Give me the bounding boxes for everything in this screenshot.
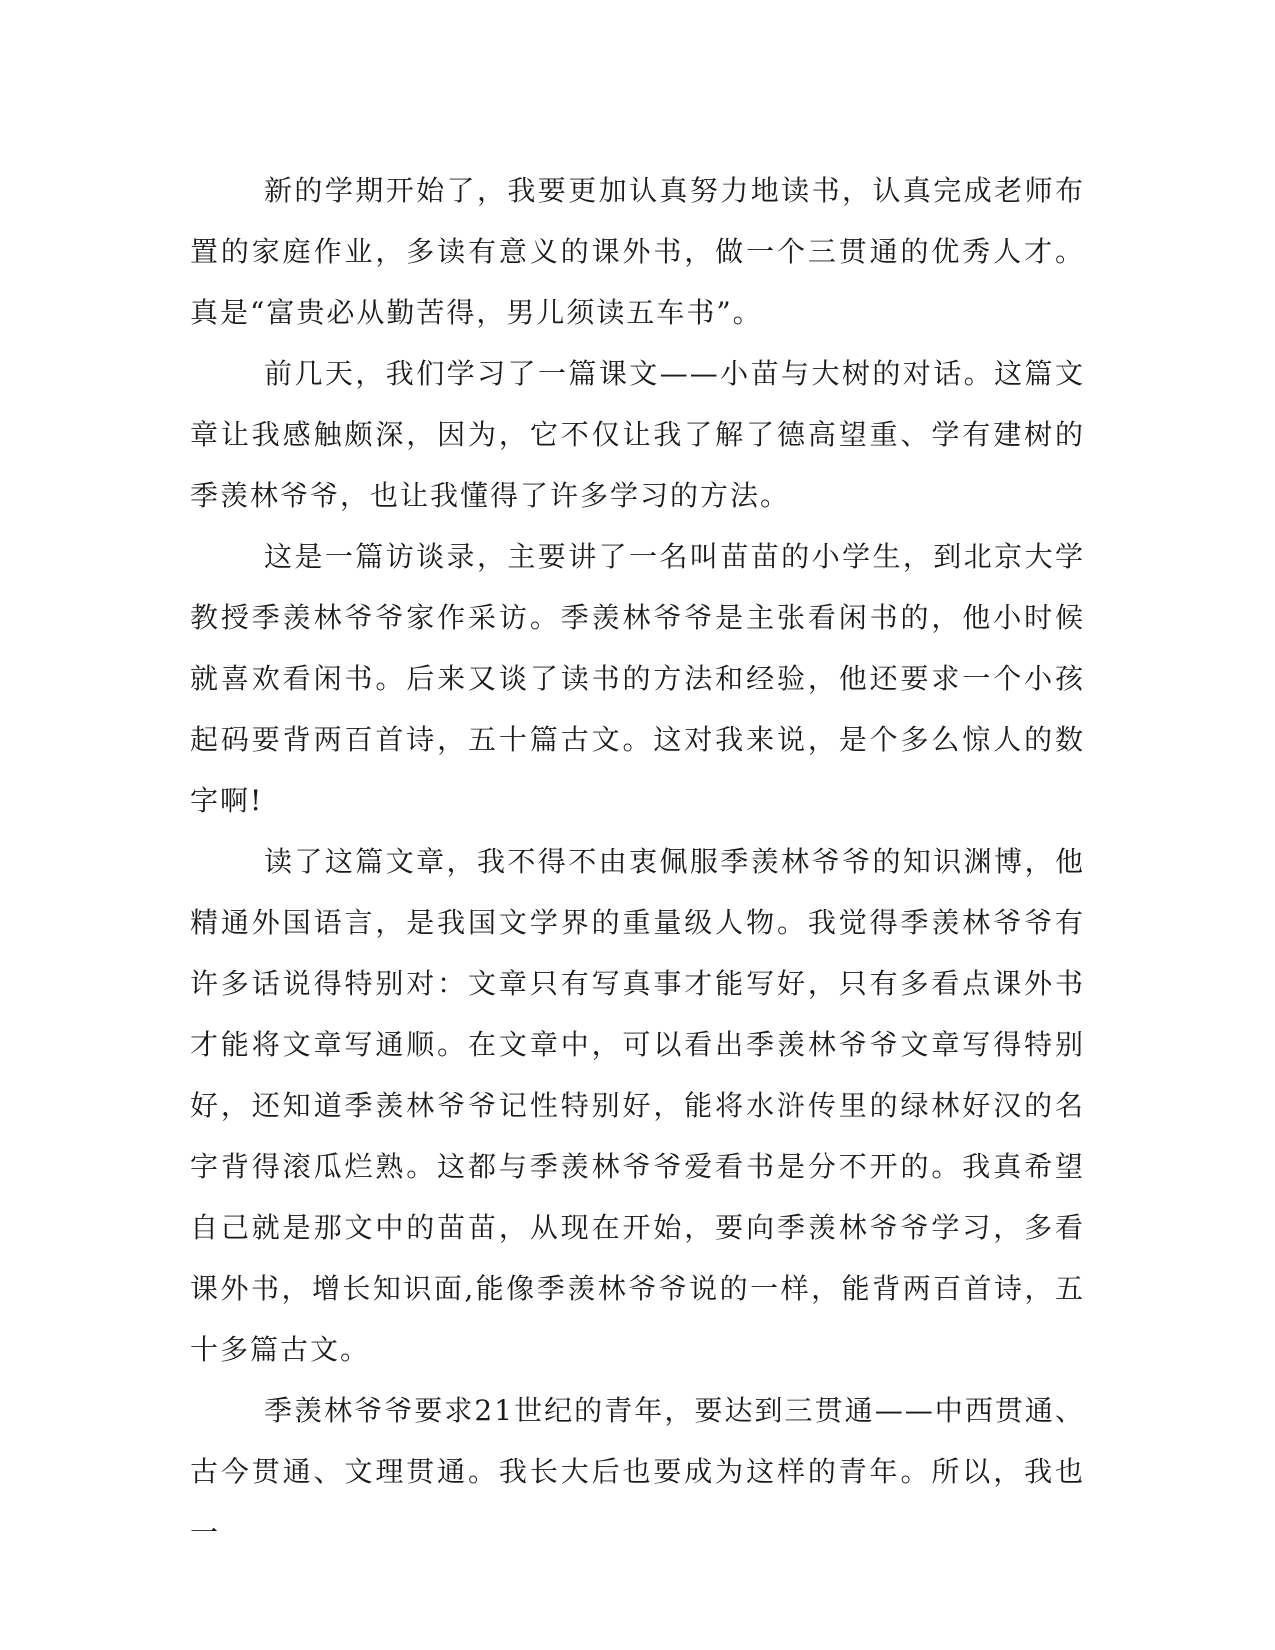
document-body <box>190 160 1085 1563</box>
paragraph-2: 前几天，我们学习了一篇课文——小苗与大树的对话。这篇文章让我感触颇深，因为，它不仅让我了解了德高望重、学有建树的季羡林爷爷，也让我懂得了许多学习的方法。 <box>190 357 1085 512</box>
paragraph-4: 读了这篇文章，我不得不由衷佩服季羡林爷爷的知识渊博，他精通外国语言，是我国文学界的重量级人物。我觉得季羡林爷爷有许多话说得特别对：文章只有写真事才能写好，只有多看点课外书才能将文章写通顺。在文章中，可以看出季羡林爷爷文章写得特别好，还知道季羡林爷爷记性特别好，能将水浒传里的绿林好汉的名字背得滚瓜烂熟。这都与季羡林爷爷爱看书是分不开的。我真希望自己就是那文中的苗苗，从现在开始，要向季羡林爷爷学习，多看课外书，增长知识面,能像季羡林爷爷说的一样，能背两百首诗，五十多篇古文。 <box>190 845 1085 1366</box>
paragraph-5: 季羡林爷爷要求21世纪的青年，要达到三贯通——中西贯通、古今贯通、文理贯通。我长大后也要成为这样的青年。所以，我也一 <box>190 1394 1085 1549</box>
paragraph-1: 新的学期开始了，我要更加认真努力地读书，认真完成老师布置的家庭作业，多读有意义的课外书，做一个三贯通的优秀人才。真是“富贵必从勤苦得，男儿须读五车书”。 <box>190 174 1085 329</box>
paragraph-3: 这是一篇访谈录，主要讲了一名叫苗苗的小学生，到北京大学教授季羡林爷爷家作采访。季羡林爷爷是主张看闲书的，他小时候就喜欢看闲书。后来又谈了读书的方法和经验，他还要求一个小孩起码要背两百首诗，五十篇古文。这对我来说，是个多么惊人的数字啊! <box>190 540 1085 817</box>
